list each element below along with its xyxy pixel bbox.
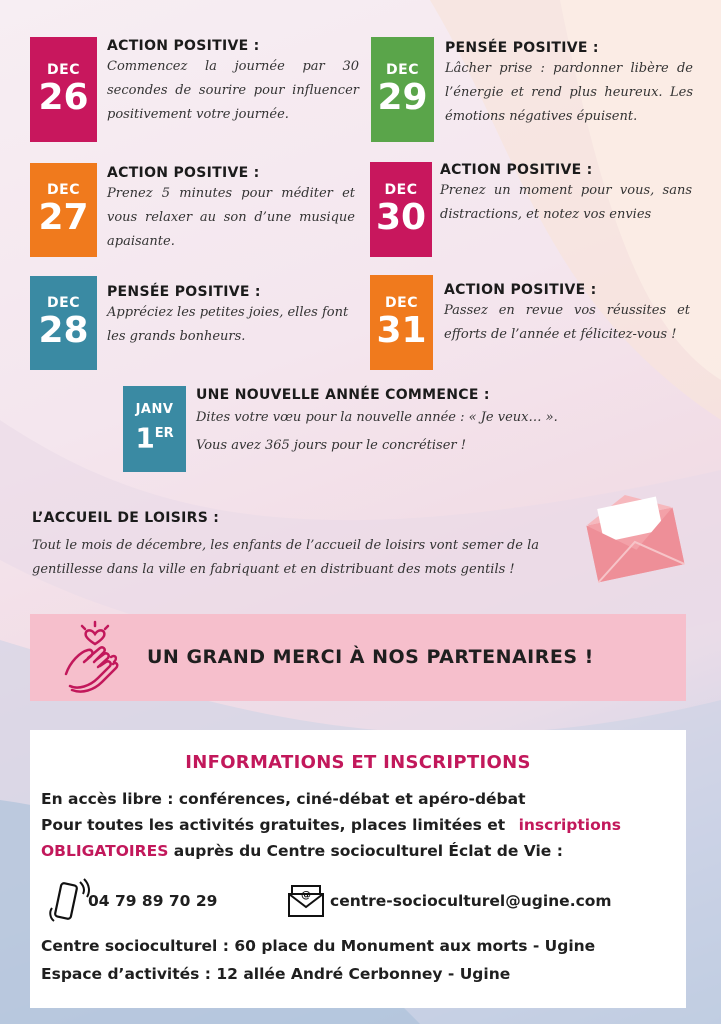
date-day <box>135 417 173 455</box>
date-month: JANV <box>135 402 174 418</box>
info-mandatory-text: auprès du Centre socioculturel Éclat de Vie : <box>173 842 563 860</box>
date-day: 31 <box>376 309 427 351</box>
entry-title: ACTION POSITIVE : <box>107 165 260 181</box>
entry-text: Passez en revue vos réussites et efforts de l’année et félicitez-vous ! <box>444 303 690 342</box>
date-day: 27 <box>38 197 89 238</box>
date-card-dec-29 <box>371 37 434 142</box>
leisure-title: L’ACCUEIL DE LOISIRS : <box>32 510 220 526</box>
info-registration-text: Pour toutes les activités gratuites, places limitées et <box>41 816 506 834</box>
info-phone[interactable]: 04 79 89 70 29 <box>88 892 218 910</box>
date-day-suffix: ER <box>154 426 174 442</box>
date-day: 30 <box>375 196 427 238</box>
info-title: INFORMATIONS ET INSCRIPTIONS <box>185 752 531 773</box>
info-free-access: En accès libre : conférences, ciné-débat et apéro-débat <box>41 790 526 808</box>
entry-dec-30 <box>440 162 692 227</box>
date-card-dec-31 <box>370 275 433 370</box>
date-month: DEC <box>47 182 80 198</box>
date-day: 26 <box>38 76 89 118</box>
info-box <box>30 730 686 1008</box>
entry-text-line1: Dites votre vœu pour la nouvelle année : « Je veux… ». <box>196 410 558 425</box>
entry-title: ACTION POSITIVE : <box>444 282 597 298</box>
entry-text: Commencez la journée par 30 secondes de sourire pour influencer positivement votre journée. <box>107 59 359 122</box>
info-address-centre: Centre socioculturel : 60 place du Monument aux morts - Ugine <box>41 937 596 955</box>
date-card-dec-30 <box>370 162 432 257</box>
info-email[interactable]: centre-socioculturel@ugine.com <box>330 892 612 910</box>
info-address-activities: Espace d’activités : 12 allée André Cerbonney - Ugine <box>41 965 511 983</box>
entry-text: Appréciez les petites joies, elles font les grands bonheurs. <box>107 305 349 344</box>
entry-text: Lâcher prise : pardonner libère de l’énergie et rend plus heureux. Les émotions négatives épuisent. <box>445 61 693 124</box>
date-card-dec-27 <box>30 163 97 257</box>
email-icon <box>286 880 326 920</box>
partners-label: UN GRAND MERCI À NOS PARTENAIRES ! <box>147 646 594 668</box>
entry-dec-26 <box>107 38 359 127</box>
entry-dec-28 <box>107 284 357 349</box>
date-day: 29 <box>377 76 428 118</box>
entry-title: ACTION POSITIVE : <box>107 38 260 54</box>
partners-banner <box>30 614 686 701</box>
phone-icon <box>48 878 92 926</box>
date-day-number: 1 <box>135 421 155 455</box>
svg-text:@: @ <box>301 890 311 901</box>
date-month: DEC <box>47 61 80 78</box>
date-day: 28 <box>38 310 89 351</box>
entry-title: ACTION POSITIVE : <box>440 162 593 178</box>
entry-title: PENSÉE POSITIVE : <box>445 40 599 56</box>
info-registration-highlight: inscriptions <box>518 816 622 834</box>
info-mandatory-line <box>41 842 563 860</box>
entry-dec-31 <box>444 282 690 347</box>
entry-text: Prenez un moment pour vous, sans distractions, et notez vos envies <box>440 183 692 222</box>
leisure-section <box>32 510 577 582</box>
date-card-janv-1 <box>123 386 186 472</box>
envelope-icon <box>582 492 687 584</box>
date-month: DEC <box>386 61 419 78</box>
entry-dec-27 <box>107 165 355 254</box>
entry-janv-1 <box>196 387 616 458</box>
date-card-dec-28 <box>30 276 97 370</box>
entry-text-line2: Vous avez 365 jours pour le concrétiser ! <box>196 438 466 453</box>
date-month: DEC <box>384 181 418 198</box>
entry-dec-29 <box>445 40 693 129</box>
date-card-dec-26 <box>30 37 97 142</box>
info-registration-line <box>41 816 621 834</box>
entry-title: PENSÉE POSITIVE : <box>107 284 261 300</box>
entry-title: UNE NOUVELLE ANNÉE COMMENCE : <box>196 387 490 403</box>
leisure-text: Tout le mois de décembre, les enfants de l’accueil de loisirs vont semer de la gentillesse dans la ville en fabriquant et en distribuant des mots gentils ! <box>32 538 540 577</box>
entry-text: Prenez 5 minutes pour méditer et vous relaxer au son d’une musique apaisante. <box>107 186 355 249</box>
info-mandatory-highlight: OBLIGATOIRES <box>41 842 169 860</box>
clapping-hands-heart-icon <box>58 620 132 698</box>
date-month: DEC <box>47 295 80 311</box>
date-month: DEC <box>385 294 418 311</box>
